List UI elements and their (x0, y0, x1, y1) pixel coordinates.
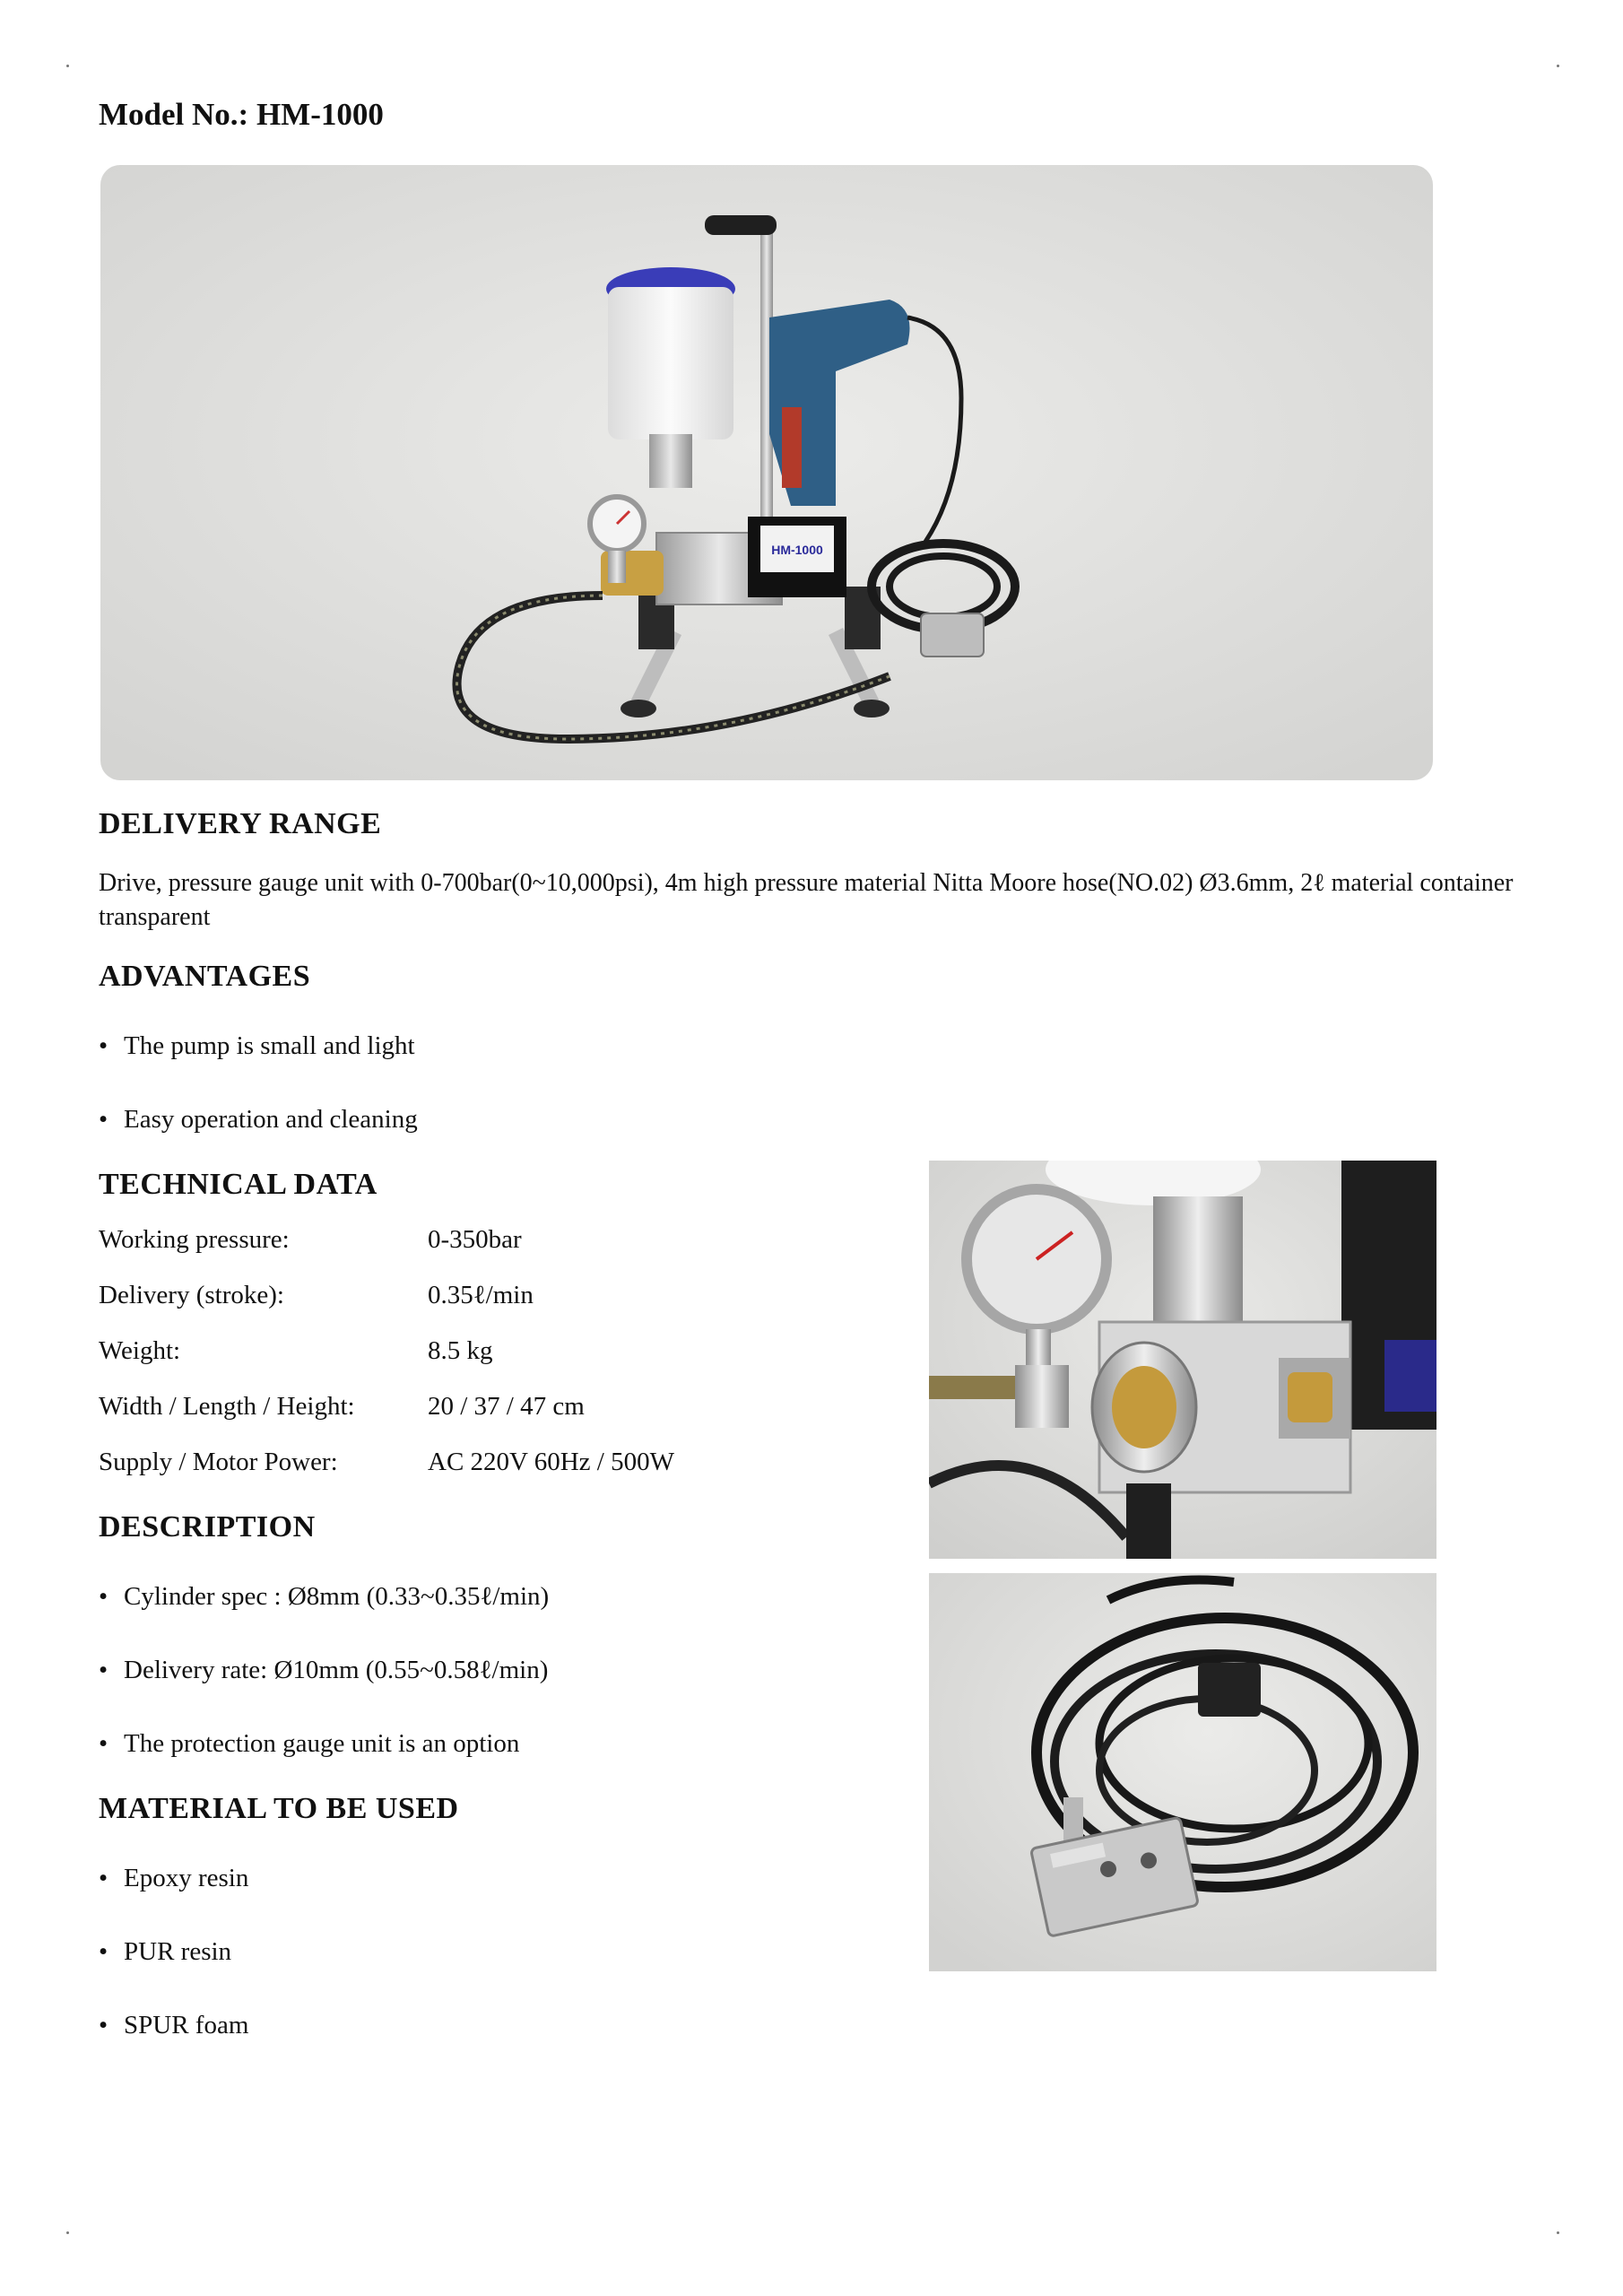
bullet-glyph: • (99, 1105, 108, 1134)
spec-label: Working pressure: (99, 1225, 290, 1254)
technical-data-table (99, 1225, 674, 1503)
unit-label: HM-1000 (771, 543, 823, 557)
table-row (99, 1225, 674, 1281)
list-item (99, 2009, 248, 2083)
spec-label: Supply / Motor Power: (99, 1448, 338, 1476)
corner-mark (66, 65, 69, 67)
list-item-text: Easy operation and cleaning (124, 1105, 418, 1134)
table-row (99, 1281, 674, 1336)
list-item-text: SPUR foam (124, 2011, 249, 2039)
bullet-glyph: • (99, 1864, 108, 1892)
list-item-text: Epoxy resin (124, 1864, 249, 1892)
spec-value: 20 / 37 / 47 cm (428, 1392, 585, 1421)
bullet-glyph: • (99, 1937, 108, 1966)
spec-value: 0.35ℓ/min (428, 1281, 534, 1309)
section-heading-technical-data: TECHNICAL DATA (99, 1168, 378, 1201)
list-item-text: The pump is small and light (124, 1031, 415, 1060)
advantages-list (99, 1030, 418, 1177)
bullet-glyph: • (99, 1729, 108, 1758)
corner-mark (1557, 2231, 1559, 2234)
list-item-text: Cylinder spec : Ø8mm (0.33~0.35ℓ/min) (124, 1582, 550, 1611)
material-list (99, 1862, 248, 2083)
description-list (99, 1580, 549, 1801)
table-row (99, 1336, 674, 1392)
bullet-glyph: • (99, 1582, 108, 1611)
list-item (99, 1030, 418, 1103)
main-product-photo (100, 165, 1433, 780)
page-title: Model No.: HM-1000 (99, 97, 384, 132)
list-item (99, 1727, 549, 1801)
delivery-range-text: Drive, pressure gauge unit with 0-700bar(0~10,000psi), 4m high pressure material Nitta Moore hose(NO.02) Ø3.6mm, 2ℓ material container transparent (99, 869, 1514, 931)
list-item (99, 1580, 549, 1654)
spec-value: AC 220V 60Hz / 500W (428, 1448, 674, 1476)
spec-label: Weight: (99, 1336, 181, 1365)
section-heading-material: MATERIAL TO BE USED (99, 1792, 459, 1825)
corner-mark (66, 2231, 69, 2234)
list-item (99, 1654, 549, 1727)
table-row (99, 1448, 674, 1503)
cable-closeup-photo (929, 1573, 1436, 1971)
bullet-glyph: • (99, 2011, 108, 2039)
list-item-text: The protection gauge unit is an option (124, 1729, 520, 1758)
spec-value: 0-350bar (428, 1225, 522, 1254)
spec-label: Width / Length / Height: (99, 1392, 355, 1421)
corner-mark (1557, 65, 1559, 67)
list-item (99, 1862, 248, 1935)
gauge-closeup-photo (929, 1161, 1436, 1559)
section-heading-delivery-range: DELIVERY RANGE (99, 807, 382, 840)
list-item (99, 1935, 248, 2009)
section-heading-advantages: ADVANTAGES (99, 960, 311, 993)
spec-label: Delivery (stroke): (99, 1281, 284, 1309)
bullet-glyph: • (99, 1031, 108, 1060)
list-item-text: PUR resin (124, 1937, 232, 1966)
bullet-glyph: • (99, 1656, 108, 1684)
table-row (99, 1392, 674, 1448)
list-item-text: Delivery rate: Ø10mm (0.55~0.58ℓ/min) (124, 1656, 549, 1684)
spec-value: 8.5 kg (428, 1336, 493, 1365)
list-item (99, 1103, 418, 1177)
section-heading-description: DESCRIPTION (99, 1510, 316, 1544)
